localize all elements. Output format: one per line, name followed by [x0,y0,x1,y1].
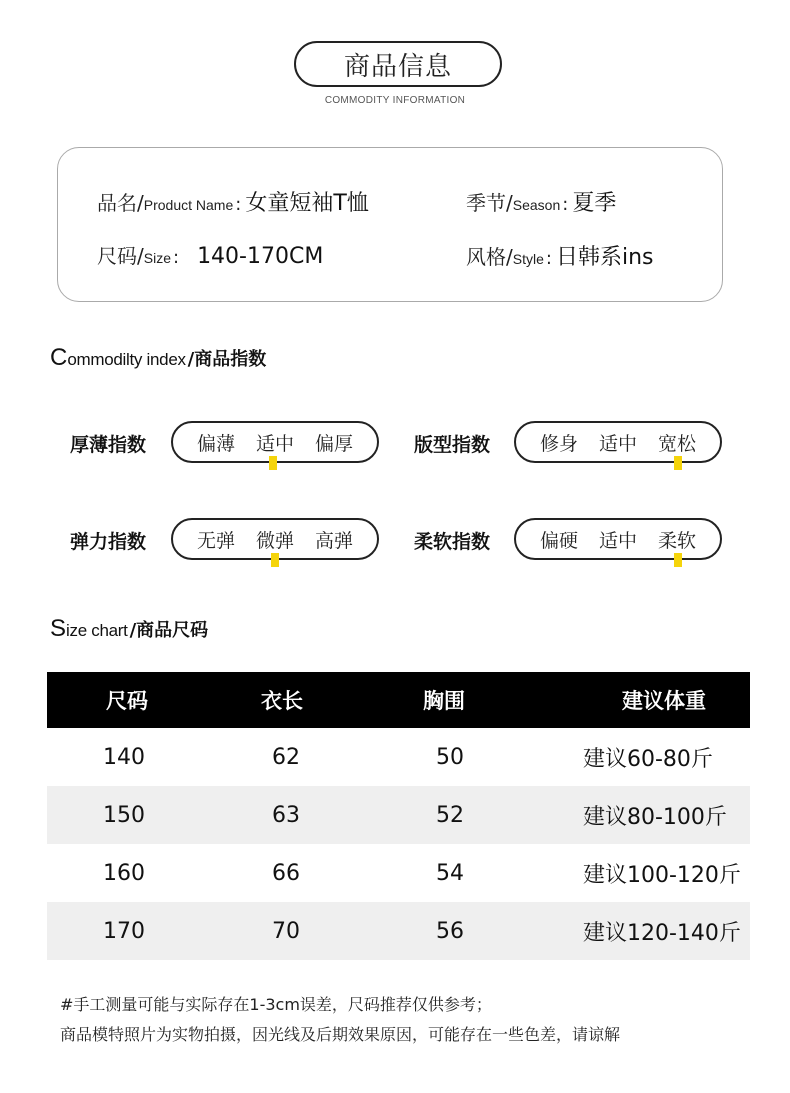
cell-size: 140 [103,744,145,770]
cell-length: 62 [272,744,300,770]
option-high-stretch: 高弹 [314,529,353,552]
style-value: 日韩系ins [555,245,654,270]
option-slim: 修身 [540,432,579,455]
thickness-selected-marker [269,456,277,470]
option-thin: 偏薄 [197,432,236,455]
commodity-index-heading [50,344,266,372]
cell-weight: 建议60-80斤 [583,746,713,772]
option-slight-stretch: 微弹 [255,529,294,552]
softness-selected-marker [674,553,682,567]
heading-cn: /商品指数 [187,349,267,370]
header-size: 尺码 [106,689,148,713]
table-row [47,786,750,844]
elasticity-selected-marker [271,553,279,567]
fit-index-label: 版型指数 [414,434,491,456]
info-size [97,240,323,269]
color-difference-note: 商品模特照片为实物拍摄，因光线及后期效果原因，可能存在一些色差，请谅解 [60,1025,621,1044]
size-key: 尺码/ [97,244,144,268]
option-thick: 偏厚 [314,432,353,455]
heading-initial: S [50,615,67,642]
heading-en: ommodilty index [67,350,186,369]
product-info-card [57,147,723,302]
heading-cn: /商品尺码 [129,620,209,641]
product-name-value: 女童短袖T恤 [245,191,369,216]
page-subtitle: COMMODITY INFORMATION [324,95,466,106]
cell-length: 63 [272,802,300,828]
elasticity-index-label: 弹力指数 [70,531,147,553]
cell-weight: 建议100-120斤 [583,862,741,888]
size-chart-heading [50,615,208,643]
cell-length: 70 [272,918,300,944]
cell-chest: 56 [436,918,464,944]
style-en: Style [512,251,544,267]
season-value: 夏季 [572,191,617,216]
size-value: 140-170CM [197,244,324,269]
cell-chest: 50 [436,744,464,770]
season-en: Season [512,197,561,213]
option-stiff: 偏硬 [540,529,579,552]
option-moderate: 适中 [598,529,637,552]
measurement-note: #手工测量可能与实际存在1-3cm误差，尺码推荐仅供参考； [60,995,492,1014]
cell-size: 160 [103,860,145,886]
fit-selected-marker [674,456,682,470]
option-no-stretch: 无弹 [197,529,236,552]
softness-index-label: 柔软指数 [414,531,491,553]
table-row [47,728,750,786]
header-weight: 建议体重 [622,689,706,713]
colon: : [235,194,242,215]
info-style [466,240,653,271]
cell-weight: 建议120-140斤 [583,920,741,946]
style-key: 风格/ [466,245,513,269]
table-header [47,672,750,728]
cell-size: 170 [103,918,145,944]
table-row [47,844,750,902]
colon: : [545,248,552,269]
option-regular: 适中 [598,432,637,455]
cell-length: 66 [272,860,300,886]
size-table [47,672,750,960]
info-season [466,186,616,217]
cell-weight: 建议80-100斤 [583,804,727,830]
season-key: 季节/ [466,191,513,215]
cell-chest: 52 [436,802,464,828]
header-length: 衣长 [261,689,303,713]
size-en: Size [143,250,171,266]
thickness-index-label: 厚薄指数 [70,434,147,456]
colon: : [172,247,180,268]
fit-index-scale [514,421,722,463]
option-soft: 柔软 [657,529,696,552]
product-name-key: 品名/ [97,191,144,215]
heading-en: ize chart [66,621,128,640]
header-chest: 胸围 [423,689,465,713]
softness-index-scale [514,518,722,560]
option-medium: 适中 [255,432,294,455]
info-product-name [97,186,369,217]
cell-size: 150 [103,802,145,828]
heading-initial: C [50,344,68,371]
option-loose: 宽松 [657,432,696,455]
cell-chest: 54 [436,860,464,886]
section-title-pill [294,41,502,87]
colon: : [562,194,569,215]
page-title: 商品信息 [343,51,452,82]
table-row [47,902,750,960]
product-name-en: Product Name [143,197,234,213]
